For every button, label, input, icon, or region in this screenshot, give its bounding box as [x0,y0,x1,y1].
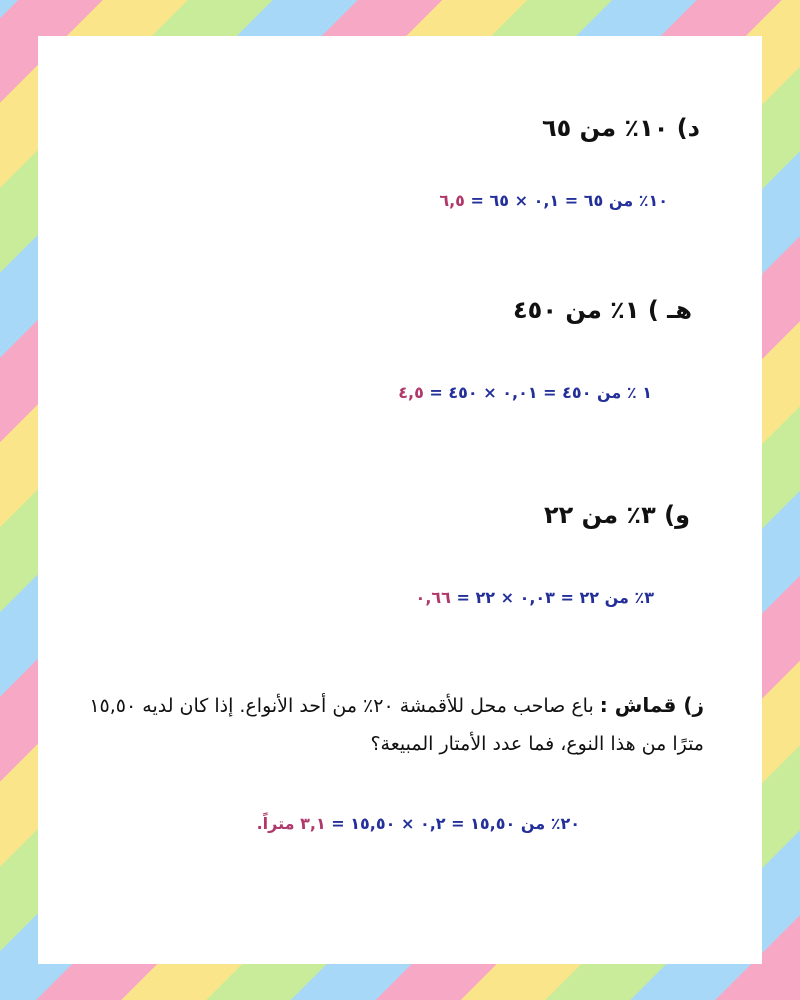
solution-w [416,588,654,607]
word-problem-text: باع صاحب محل للأقمشة ٢٠٪ من أحد الأنواع. إذا كان لديه ١٥,٥٠ مترًا من هذا النوع، فما عدد الأمتار المبيعة؟ [89,695,704,755]
solution-h [398,383,652,402]
solution-w-result: ٠,٦٦ [415,588,451,607]
solution-d [439,191,668,210]
solution-d-expression: ١٠٪ من ٦٥ = ٠,١ × ٦٥ = [470,191,668,210]
solution-h-result: ٤,٥ [398,383,424,402]
solution-d-result: ٦,٥ [439,191,465,210]
solution-z-expression: ٢٠٪ من ١٥,٥٠ = ٠,٢ × ١٥,٥٠ = [331,814,580,833]
word-problem-label: ز) قماش : [599,693,704,717]
question-w: و) ٣٪ من ٢٢ [543,501,690,529]
worksheet-card [38,36,762,964]
word-problem [84,686,704,763]
question-d: د) ١٠٪ من ٦٥ [541,114,700,142]
solution-z [257,814,580,833]
solution-w-expression: ٣٪ من ٢٢ = ٠,٠٣ × ٢٢ = [456,588,654,607]
question-h: هـ ) ١٪ من ٤٥٠ [513,296,692,324]
solution-z-result: ٣,١ متراً. [256,814,326,833]
solution-h-expression: ١ ٪ من ٤٥٠ = ٠,٠١ × ٤٥٠ = [429,383,652,402]
